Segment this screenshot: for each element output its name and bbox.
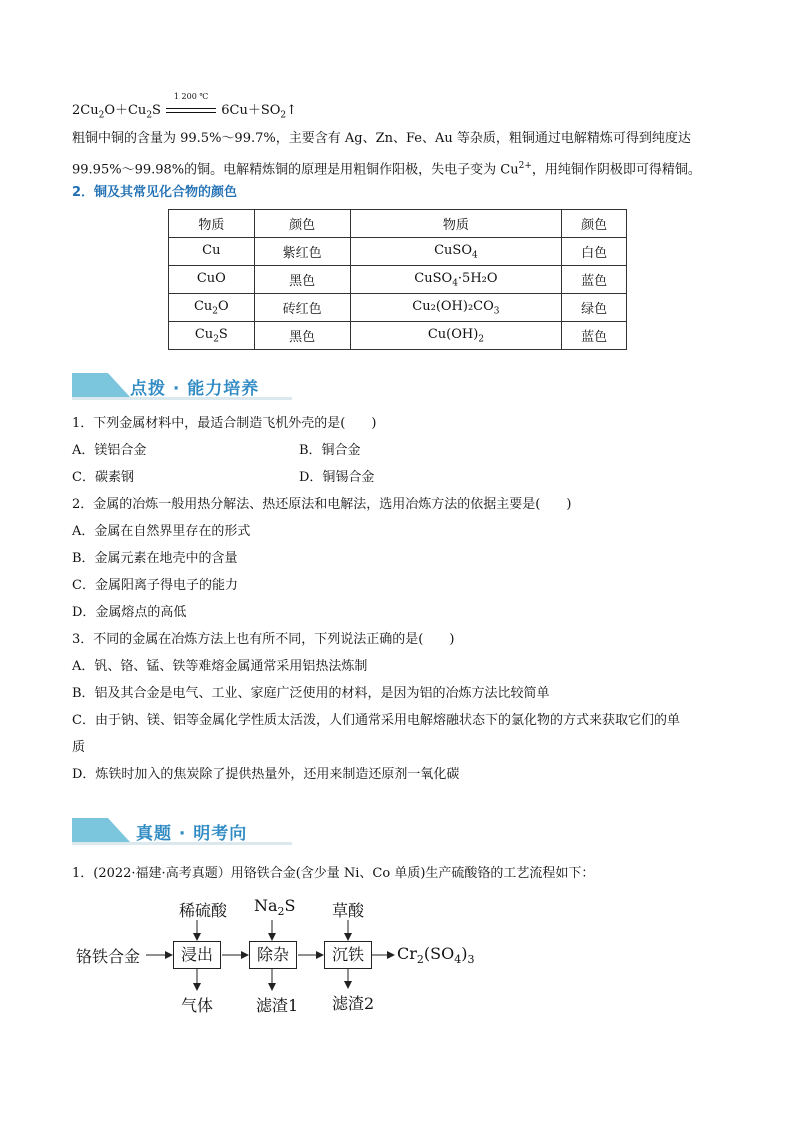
flow-reagent-oxalic-acid: 草酸 — [332, 901, 365, 920]
table-cell: CuSO$_4$ — [350, 238, 562, 266]
flow-output-residue-2: 滤渣2 — [332, 994, 375, 1013]
table-cell: 紫红色 — [254, 238, 350, 266]
flow-step-leaching: 浸出 — [173, 941, 221, 969]
question-2-option-c: C．金属阳离子得电子的能力 — [72, 578, 238, 593]
table-cell: $Cu(OH)_2$ — [350, 322, 562, 350]
flow-step-impurity-removal: 除杂 — [249, 941, 297, 969]
flow-output-residue-1: 滤渣1 — [256, 996, 299, 1015]
flow-output-gas: 气体 — [181, 996, 214, 1015]
flow-input: 铬铁合金 — [76, 947, 141, 966]
table-cell: $Cu_2O$ — [169, 294, 255, 322]
table-header: 颜色 — [562, 210, 627, 238]
flow-product-chromium-sulfate: $Cr_2(SO_4)_3$ — [397, 944, 475, 967]
question-3-stem: 3．不同的金属在冶炼方法上也有所不同，下列说法正确的是( ) — [72, 632, 455, 647]
question-2-option-b: B．金属元素在地壳中的含量 — [72, 551, 238, 566]
reaction-equation: $2Cu_2O+Cu_2S$ 1 200 ℃ $6Cu+SO_2↑$ — [72, 92, 298, 121]
flow-reagent-sulfuric-acid: 稀硫酸 — [179, 901, 228, 920]
question-3-option-b: B．铝及其合金是电气、工业、家庭广泛使用的材料，是因为铝的冶炼方法比较简单 — [72, 686, 550, 701]
table-cell: 黑色 — [254, 322, 350, 350]
table-cell: 砖红色 — [254, 294, 350, 322]
table-cell: CuSO$_4$·5H₂O — [350, 266, 562, 294]
flow-reagent-sodium-sulfide: $Na_2S$ — [254, 896, 296, 919]
exam-question-1-stem: 1．(2022·福建·高考真题）用铬铁合金(含少量 Ni、Co 单质)生产硫酸铬的工艺流程如下： — [72, 866, 595, 881]
question-1-option-a: A．镁铝合金 — [72, 443, 147, 458]
table-cell: $Cu_2S$ — [169, 322, 255, 350]
question-2-stem: 2．金属的冶炼一般用热分解法、热还原法和电解法，选用冶炼方法的依据主要是( ) — [72, 497, 572, 512]
section-heading: 2．铜及其常见化合物的颜色 — [72, 185, 238, 200]
table-cell: 绿色 — [562, 294, 627, 322]
table-cell: Cu — [169, 238, 255, 266]
paragraph-line-2: 99.95%～99.98%的铜。电解精炼铜的原理是用粗铜作阳极，失电子变为 $Cu^{2+}$，用纯铜作阴极即可得精铜。 — [72, 161, 701, 178]
table-cell: 蓝色 — [562, 266, 627, 294]
banner-title: 真题 · 明考向 — [136, 824, 248, 844]
question-2-option-a: A．金属在自然界里存在的形式 — [72, 524, 251, 539]
question-3-option-c-continued: 质 — [72, 740, 86, 755]
reaction-condition: 1 200 ℃ — [165, 103, 217, 118]
table-header: 颜色 — [254, 210, 350, 238]
table-cell: 黑色 — [254, 266, 350, 294]
table-cell: $Cu_2(OH)_2CO_3$ — [350, 294, 562, 322]
banner-title: 点拨 · 能力培养 — [130, 379, 260, 399]
table-header: 物质 — [350, 210, 562, 238]
table-cell: 白色 — [562, 238, 627, 266]
question-1-option-c: C．碳素钢 — [72, 470, 134, 485]
question-3-option-a: A．钒、铬、锰、铁等难熔金属通常采用铝热法炼制 — [72, 659, 368, 674]
table-cell: 蓝色 — [562, 322, 627, 350]
table-cell: CuO — [169, 266, 255, 294]
question-3-option-c: C．由于钠、镁、铝等金属化学性质太活泼，人们通常采用电解熔融状态下的氯化物的方式来获取它们的单 — [72, 713, 680, 728]
question-1-stem: 1．下列金属材料中，最适合制造飞机外壳的是( ) — [72, 416, 377, 431]
table-header: 物质 — [169, 210, 255, 238]
question-2-option-d: D．金属熔点的高低 — [72, 605, 187, 620]
paragraph-line-1: 粗铜中铜的含量为 99.5%～99.7%，主要含有 Ag、Zn、Fe、Au 等杂质，粗铜通过电解精炼可得到纯度达 — [72, 131, 691, 146]
question-1-option-b: B．铜合金 — [299, 443, 361, 458]
flow-step-iron-precipitation: 沉铁 — [324, 941, 372, 969]
question-3-option-d: D．炼铁时加入的焦炭除了提供热量外，还用来制造还原剂一氧化碳 — [72, 767, 460, 782]
question-1-option-d: D．铜锡合金 — [299, 470, 375, 485]
